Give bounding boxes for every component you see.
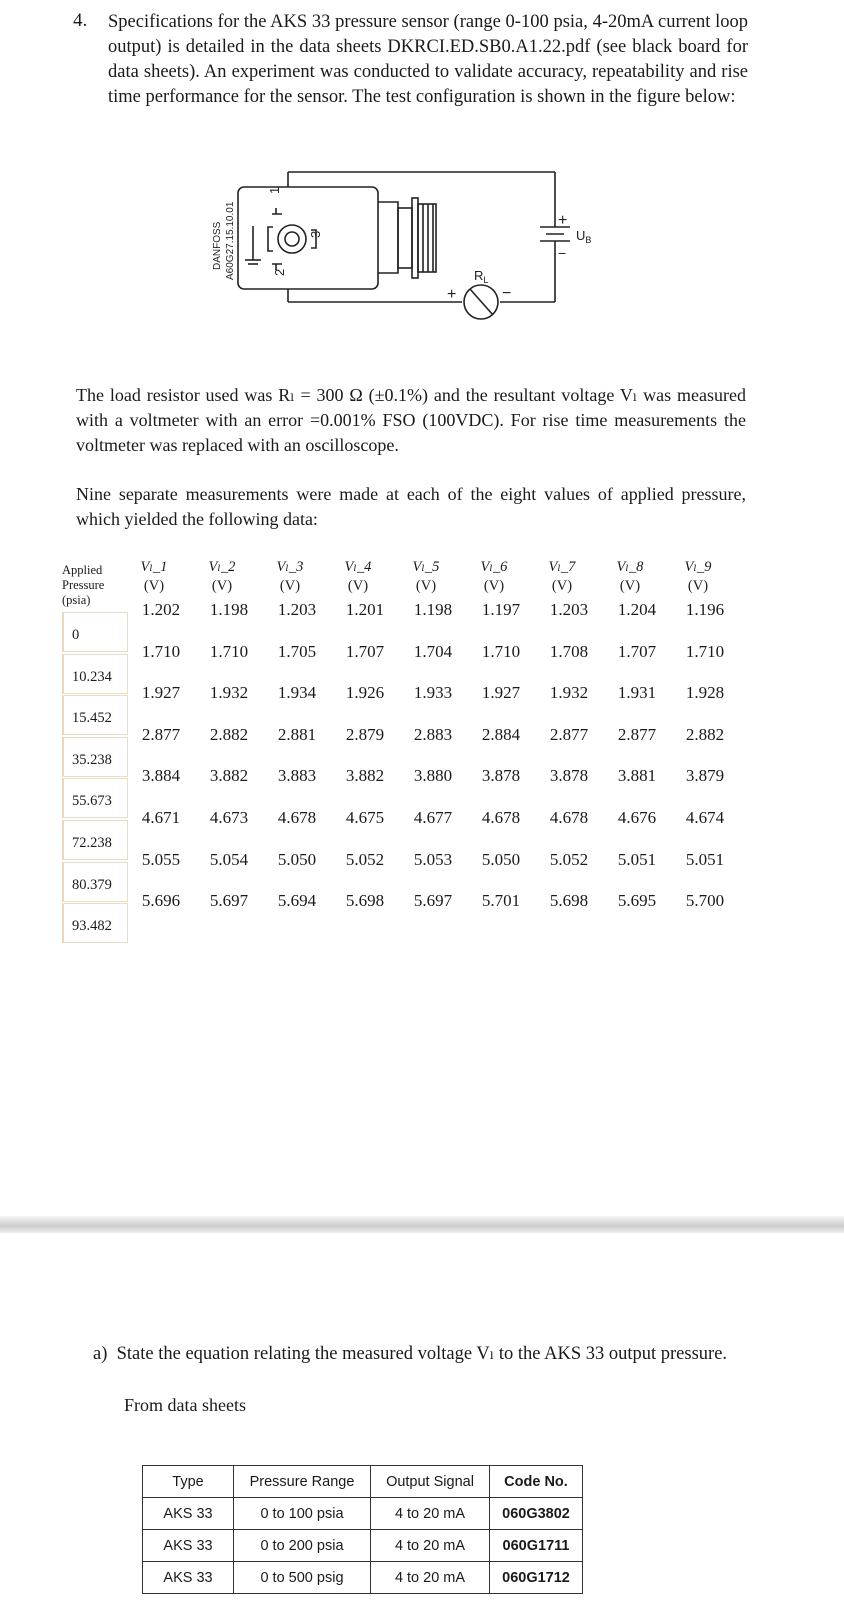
pressure-cell: 80.379: [62, 862, 128, 902]
pressure-cell: 10.234: [62, 654, 128, 694]
spec-table-row: [143, 1530, 583, 1562]
voltage-cell: 5.054: [209, 849, 249, 869]
voltage-cell: 4.678: [549, 808, 589, 827]
voltage-cell: 1.201: [345, 600, 385, 619]
voltage-cell: 1.198: [413, 600, 453, 619]
voltage-cell: 2.883: [413, 724, 453, 744]
pressure-cell: 72.238: [62, 820, 128, 860]
supply-plus-sign: +: [558, 212, 568, 229]
resistor-label: $R_L$: [474, 268, 489, 285]
spec-table: [142, 1465, 583, 1594]
voltage-cell: 4.671: [141, 808, 181, 827]
spec-table-row: [143, 1498, 583, 1530]
voltage-header-4: Vₗ_4 (V): [344, 559, 372, 594]
voltage-cell: 1.705: [277, 641, 317, 661]
voltage-cell: 5.053: [413, 849, 453, 869]
voltage-cell: 3.884: [141, 766, 181, 786]
voltage-cell: 3.881: [617, 766, 657, 786]
voltage-cell: 1.707: [617, 641, 657, 661]
voltage-cell: 1.927: [481, 683, 521, 703]
voltage-cell: 5.050: [277, 849, 317, 869]
voltage-cell: 4.678: [481, 808, 521, 827]
voltage-cell: 5.052: [549, 849, 589, 869]
question-number: 4.: [73, 10, 88, 31]
spec-cell: 060G3802: [490, 1498, 583, 1530]
spec-cell: AKS 33: [143, 1498, 234, 1530]
voltage-cell: 5.694: [277, 891, 317, 911]
voltage-cell: 1.196: [685, 600, 725, 619]
voltage-cell: 2.881: [277, 724, 317, 744]
voltage-cell: 1.710: [209, 641, 249, 661]
center-pin: [278, 225, 306, 253]
voltage-cell: 5.701: [481, 891, 521, 911]
spec-cell: 060G1712: [490, 1562, 583, 1594]
sensor-connector: [378, 202, 398, 273]
spec-header-range: Pressure Range: [234, 1466, 371, 1498]
spec-cell: 0 to 100 psia: [234, 1498, 371, 1530]
spec-cell: 4 to 20 mA: [371, 1498, 490, 1530]
spec-cell: AKS 33: [143, 1530, 234, 1562]
voltage-cell: 5.696: [141, 891, 181, 911]
voltage-cell: 2.884: [481, 724, 521, 744]
pressure-cell: 93.482: [62, 903, 128, 943]
voltage-cell: 2.877: [549, 724, 589, 744]
voltage-cell: 2.882: [685, 724, 725, 744]
voltage-cell: 1.928: [685, 683, 725, 703]
spec-header-output: Output Signal: [371, 1466, 490, 1498]
voltage-cell: 2.877: [617, 724, 657, 744]
pressure-cell: 35.238: [62, 737, 128, 777]
voltage-cell: 3.878: [549, 766, 589, 786]
voltage-cell: 5.697: [209, 891, 249, 911]
spec-cell: 0 to 200 psia: [234, 1530, 371, 1562]
spec-header-code: Code No.: [490, 1466, 583, 1498]
voltage-cell: 3.878: [481, 766, 521, 786]
brand-label: DANFOSS: [212, 221, 223, 270]
voltage-cell: 5.698: [549, 891, 589, 911]
voltage-header-7: Vₗ_7 (V): [548, 559, 576, 594]
spec-table-header-row: [143, 1466, 583, 1498]
voltage-cell: 1.710: [685, 641, 725, 661]
voltage-cell: 1.927: [141, 683, 181, 703]
voltage-cell: 2.882: [209, 724, 249, 744]
voltage-cell: 5.051: [617, 849, 657, 869]
voltage-cell: 3.882: [345, 766, 385, 786]
voltage-cell: 1.931: [617, 683, 657, 703]
pressure-cell: 15.452: [62, 695, 128, 735]
voltage-cell: 2.879: [345, 724, 385, 744]
measurements-paragraph: Nine separate measurements were made at each of the eight values of applied pressure, which yielded the following data:: [76, 484, 746, 529]
voltage-cell: 5.697: [413, 891, 453, 911]
voltage-cell: 2.877: [141, 724, 181, 744]
supply-label: $U_B$: [576, 228, 592, 245]
voltage-header-8: Vₗ_8 (V): [616, 559, 644, 594]
voltage-header-6: Vₗ_6 (V): [480, 559, 508, 594]
part-code-label: A60G27.15.10.01: [225, 201, 236, 280]
spec-table-row: [143, 1562, 583, 1594]
voltage-cell: 3.879: [685, 766, 725, 786]
spec-cell: AKS 33: [143, 1562, 234, 1594]
voltage-cell: 1.204: [617, 600, 657, 619]
meter-minus-sign: −: [502, 285, 512, 302]
voltage-cell: 1.203: [277, 600, 317, 619]
voltage-cell: 1.203: [549, 600, 589, 619]
pressure-cell: 0: [62, 612, 128, 652]
voltage-cell: 1.707: [345, 641, 385, 661]
voltage-cell: 1.932: [209, 683, 249, 703]
voltage-cell: 4.677: [413, 808, 453, 827]
voltage-cell: 1.198: [209, 600, 249, 619]
voltage-cell: 1.933: [413, 683, 453, 703]
page-divider: [0, 1216, 844, 1233]
supply-minus-sign: −: [558, 245, 567, 261]
part-a-question: a) State the equation relating the measured voltage Vₗ to the AKS 33 output pressure.: [93, 1344, 728, 1364]
voltage-cell: 1.710: [141, 641, 181, 661]
voltage-cell: 5.695: [617, 891, 657, 911]
pin-1-label: 1: [267, 186, 282, 194]
voltage-cell: 1.704: [413, 641, 453, 661]
voltage-cell: 5.052: [345, 849, 385, 869]
spec-cell: 4 to 20 mA: [371, 1562, 490, 1594]
spec-cell: 0 to 500 psig: [234, 1562, 371, 1594]
voltage-cell: 5.051: [685, 849, 725, 869]
pin-2-label: 2: [272, 268, 287, 276]
voltage-cell: 3.882: [209, 766, 249, 786]
voltage-cell: 1.934: [277, 683, 317, 703]
voltage-cell: 5.050: [481, 849, 521, 869]
test-circuit-diagram: [190, 172, 590, 342]
voltage-cell: 4.675: [345, 808, 385, 827]
pin-3-label: 3: [308, 230, 323, 238]
voltage-cell: 1.926: [345, 683, 385, 703]
voltage-header-3: Vₗ_3 (V): [276, 559, 304, 594]
voltage-cell: 5.700: [685, 891, 725, 911]
voltage-cell: 4.678: [277, 808, 317, 827]
voltage-cell: 3.883: [277, 766, 317, 786]
voltage-cell: 1.932: [549, 683, 589, 703]
voltage-header-2: Vₗ_2 (V): [208, 559, 236, 594]
spec-cell: 060G1711: [490, 1530, 583, 1562]
voltage-cell: 5.055: [141, 849, 181, 869]
voltage-cell: 1.202: [141, 600, 181, 619]
voltage-cell: 1.708: [549, 641, 589, 661]
spec-cell: 4 to 20 mA: [371, 1530, 490, 1562]
voltage-cell: 1.710: [481, 641, 521, 661]
voltage-cell: 4.673: [209, 808, 249, 827]
pressure-cell: 55.673: [62, 778, 128, 818]
load-resistor-paragraph: The load resistor used was Rₗ = 300 Ω (±0.1%) and the resultant voltage Vₗ was measured with a voltmeter with an error =0.001% FSO (100VDC). For rise time measurements the voltmeter was replaced with an oscilloscope.: [76, 385, 746, 455]
spec-header-type: Type: [143, 1466, 234, 1498]
voltage-cell: 5.698: [345, 891, 385, 911]
voltage-cell: 4.674: [685, 808, 725, 827]
voltage-header-9: Vₗ_9 (V): [684, 559, 712, 594]
voltage-header-5: Vₗ_5 (V): [412, 559, 440, 594]
applied-pressure-header: Applied Pressure (psia): [62, 563, 105, 607]
from-data-sheets-label: From data sheets: [124, 1395, 246, 1415]
voltage-header-1: Vₗ_1 (V): [140, 559, 168, 594]
meter-plus-sign: +: [447, 286, 457, 303]
voltage-cell: 3.880: [413, 766, 453, 786]
voltage-cell: 1.197: [481, 600, 521, 619]
question-text: Specifications for the AKS 33 pressure sensor (range 0-100 psia, 4-20mA current loop output) is detailed in the data sheets DKRCI.ED.SB0.A1.22.pdf (see black board for data sheets). An experiment was conducted to validate accuracy, repeatability and rise time performance for the sensor. The test configuration is shown in the figure below:: [108, 12, 748, 107]
voltage-cell: 4.676: [617, 808, 657, 827]
